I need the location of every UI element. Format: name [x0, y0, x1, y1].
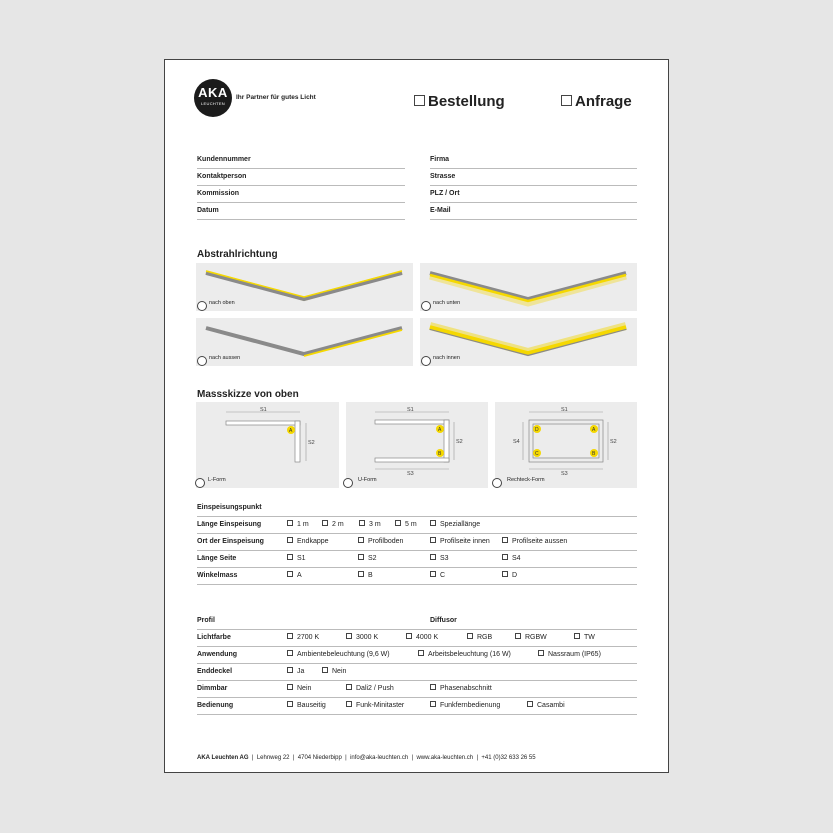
checkbox[interactable] [287, 537, 293, 543]
l-form-sketch [196, 402, 339, 488]
option-text: 4000 K [416, 634, 439, 641]
option-text: Nassraum (IP65) [548, 651, 601, 658]
option-label-up: nach oben [209, 300, 235, 306]
option-text: Nein [332, 668, 347, 675]
option-text: Ambientebeleuchtung (9,6 W) [297, 651, 390, 658]
field-zip-city[interactable] [430, 186, 637, 203]
checkbox[interactable] [346, 684, 352, 690]
row-anwendung [197, 647, 637, 664]
option-label-down: nach unten [433, 300, 461, 306]
diffusor-label: Diffusor [430, 617, 457, 624]
option-s4[interactable] [502, 551, 521, 567]
field-street[interactable] [430, 169, 637, 186]
row-laenge-seite [197, 551, 637, 568]
option-text: Arbeitsbeleuchtung (16 W) [428, 651, 511, 658]
field-label: Strasse [430, 173, 456, 180]
row-label: Länge Seite [197, 555, 237, 562]
einspeisung-title: Einspeisungspunkt [197, 504, 262, 511]
option-endkappe[interactable] [287, 534, 329, 550]
option-bauseitig[interactable] [287, 698, 326, 714]
checkbox[interactable] [346, 701, 352, 707]
row-label: Anwendung [197, 651, 238, 658]
option-s3[interactable] [430, 551, 449, 567]
checkbox[interactable] [322, 667, 328, 673]
option-a[interactable] [287, 568, 302, 584]
field-customer-number[interactable] [197, 152, 405, 169]
corner-a: A [438, 427, 442, 433]
radio-u-form[interactable] [343, 478, 353, 488]
tagline: Ihr Partner für gutes Licht [236, 94, 316, 101]
option-rgb[interactable] [467, 630, 492, 646]
field-email[interactable] [430, 203, 637, 220]
footer-address [197, 755, 536, 761]
field-label: PLZ / Ort [430, 190, 460, 197]
footer-email-link[interactable]: info@aka-leuchten.ch [350, 755, 409, 761]
option-text: 2 m [332, 521, 344, 528]
option-ambientebeleuchtung[interactable] [287, 647, 390, 663]
option-funkfernbedienung[interactable] [430, 698, 500, 714]
row-ort-einspeisung [197, 534, 637, 551]
dim-s4: S4 [513, 439, 520, 445]
option-dimm-nein[interactable] [287, 681, 311, 697]
aka-logo [194, 79, 232, 117]
rect-form-sketch [495, 402, 637, 488]
checkbox[interactable] [515, 633, 521, 639]
footer-separator: | [411, 755, 414, 761]
option-text: A [297, 572, 302, 579]
option-text: RGB [477, 634, 493, 641]
option-b[interactable] [358, 568, 373, 584]
option-text: C [440, 572, 446, 579]
option-rgbw[interactable] [515, 630, 547, 646]
checkbox[interactable] [358, 571, 364, 577]
section-title-mass: Massskizze von oben [197, 389, 299, 400]
row-lichtfarbe [197, 630, 637, 647]
checkbox[interactable] [574, 633, 580, 639]
field-label: E-Mail [430, 207, 451, 214]
option-tw[interactable] [574, 630, 595, 646]
order-option[interactable] [414, 93, 505, 111]
field-label: Firma [430, 156, 450, 163]
corner-a: A [592, 427, 596, 433]
dim-s1: S1 [561, 407, 568, 413]
footer-company: AKA Leuchten AG [197, 755, 249, 761]
request-checkbox[interactable] [561, 95, 572, 106]
row-label: Enddeckel [197, 668, 233, 675]
logo-subtext: LEUCHTEN [201, 101, 225, 106]
order-checkbox[interactable] [414, 95, 425, 106]
checkbox[interactable] [538, 650, 544, 656]
radio-rect-form[interactable] [492, 478, 502, 488]
row-label: Lichtfarbe [197, 634, 231, 641]
option-speziallaenge[interactable] [430, 517, 480, 533]
dim-s1: S1 [407, 407, 414, 413]
request-label: Anfrage [575, 93, 632, 110]
checkbox[interactable] [430, 684, 436, 690]
logo-wordmark: AKA [198, 85, 228, 100]
option-label-outside: nach aussen [209, 355, 241, 361]
option-funk-minitaster[interactable] [346, 698, 404, 714]
profil-label: Profil [197, 617, 215, 624]
option-text: Endkappe [297, 538, 329, 545]
dim-s2: S2 [308, 440, 315, 446]
row-winkelmass [197, 568, 637, 585]
dim-s2: S2 [456, 439, 463, 445]
row-laenge-einspeisung [197, 517, 637, 534]
corner-b: B [592, 451, 596, 457]
checkbox[interactable] [287, 633, 293, 639]
option-text: Speziallänge [440, 521, 481, 528]
option-text: S2 [368, 555, 377, 562]
request-option[interactable] [561, 93, 632, 111]
abstrahl-panel-down[interactable] [420, 263, 637, 311]
option-label-l-form: L-Form [208, 477, 226, 483]
checkbox[interactable] [502, 571, 508, 577]
option-text: B [368, 572, 373, 579]
option-d[interactable] [502, 568, 517, 584]
checkbox[interactable] [418, 650, 424, 656]
option-nassraum[interactable] [538, 647, 601, 663]
row-label: Dimmbar [197, 685, 228, 692]
dim-s1: S1 [260, 407, 267, 413]
checkbox[interactable] [358, 554, 364, 560]
option-c[interactable] [430, 568, 445, 584]
option-text: Nein [297, 685, 312, 692]
option-s2[interactable] [358, 551, 377, 567]
option-text: Ja [297, 668, 305, 675]
field-label: Kommission [197, 190, 240, 197]
dim-s2: S2 [610, 439, 617, 445]
option-2700k[interactable] [287, 630, 319, 646]
checkbox[interactable] [322, 520, 328, 526]
checkbox[interactable] [287, 520, 293, 526]
option-profilseite-innen[interactable] [430, 534, 490, 550]
field-label: Kontaktperson [197, 173, 247, 180]
row-dimmbar [197, 681, 637, 698]
checkbox[interactable] [430, 520, 436, 526]
section-title-abstrahl: Abstrahlrichtung [197, 249, 278, 260]
field-company[interactable] [430, 152, 637, 169]
option-profilboden[interactable] [358, 534, 403, 550]
option-text: Funk-Minitaster [356, 702, 405, 709]
footer-separator: | [476, 755, 479, 761]
option-text: Funkfernbedienung [440, 702, 501, 709]
footer-web-link[interactable]: www.aka-leuchten.ch [416, 755, 474, 761]
footer-separator: | [251, 755, 254, 761]
option-text: Phasenabschnitt [440, 685, 492, 692]
footer-phone: +41 (0)32 633 26 55 [481, 755, 536, 761]
option-dali2-push[interactable] [346, 681, 394, 697]
radio-inside[interactable] [421, 356, 431, 366]
option-3000k[interactable] [346, 630, 378, 646]
option-s1[interactable] [287, 551, 306, 567]
mass-panel-rect-form[interactable] [495, 402, 637, 488]
row-label: Bedienung [197, 702, 234, 709]
option-label-inside: nach innen [433, 355, 460, 361]
option-label-u-form: U-Form [358, 477, 377, 483]
field-date[interactable] [197, 203, 405, 220]
checkbox[interactable] [287, 667, 293, 673]
option-text: TW [584, 634, 595, 641]
option-text: Profilseite aussen [512, 538, 568, 545]
radio-down[interactable] [421, 301, 431, 311]
checkbox[interactable] [430, 554, 436, 560]
order-label: Bestellung [428, 93, 505, 110]
option-3m[interactable] [359, 517, 381, 533]
option-arbeitsbeleuchtung[interactable] [418, 647, 511, 663]
option-text: Bauseitig [297, 702, 326, 709]
checkbox[interactable] [358, 537, 364, 543]
row-label: Länge Einspeisung [197, 521, 262, 528]
u-form-sketch [346, 402, 488, 488]
option-ja[interactable] [287, 664, 304, 680]
footer-street: Lehnweg 22 [256, 755, 290, 761]
mass-panel-u-form[interactable] [346, 402, 488, 488]
option-text: Profilseite innen [440, 538, 490, 545]
checkbox[interactable] [502, 554, 508, 560]
dim-s3: S3 [561, 471, 568, 477]
corner-a: A [289, 428, 293, 434]
field-commission[interactable] [197, 186, 405, 203]
checkbox[interactable] [287, 684, 293, 690]
row-bedienung [197, 698, 637, 715]
field-label: Datum [197, 207, 219, 214]
order-form-sheet [164, 59, 669, 773]
checkbox[interactable] [430, 537, 436, 543]
checkbox[interactable] [287, 650, 293, 656]
option-text: 1 m [297, 521, 309, 528]
checkbox[interactable] [467, 633, 473, 639]
checkbox[interactable] [527, 701, 533, 707]
radio-outside[interactable] [197, 356, 207, 366]
corner-b: B [438, 451, 442, 457]
option-text: 3 m [369, 521, 381, 528]
abstrahl-panel-up[interactable] [196, 263, 413, 311]
dim-s3: S3 [407, 471, 414, 477]
option-text: Profilboden [368, 538, 404, 545]
option-profilseite-aussen[interactable] [502, 534, 567, 550]
corner-d: D [535, 427, 539, 433]
row-label: Winkelmass [197, 572, 238, 579]
option-label-rect-form: Rechteck-Form [507, 477, 545, 483]
option-text: S1 [297, 555, 306, 562]
option-4000k[interactable] [406, 630, 438, 646]
checkbox[interactable] [287, 554, 293, 560]
option-text: S4 [512, 555, 521, 562]
row-enddeckel [197, 664, 637, 681]
option-1m[interactable] [287, 517, 309, 533]
checkbox[interactable] [346, 633, 352, 639]
option-text: D [512, 572, 518, 579]
footer-separator: | [292, 755, 295, 761]
option-text: 2700 K [297, 634, 320, 641]
option-text: 3000 K [356, 634, 379, 641]
row-label: Ort der Einspeisung [197, 538, 264, 545]
checkbox[interactable] [430, 571, 436, 577]
field-contact-person[interactable] [197, 169, 405, 186]
option-text: Dali2 / Push [356, 685, 394, 692]
footer-separator: | [345, 755, 347, 761]
option-5m[interactable] [395, 517, 417, 533]
checkbox[interactable] [395, 520, 401, 526]
profil-header-row [197, 613, 637, 630]
einspeisung-header-row [197, 500, 637, 517]
radio-l-form[interactable] [195, 478, 205, 488]
option-nein[interactable] [322, 664, 346, 680]
checkbox[interactable] [287, 701, 293, 707]
abstrahl-panel-outside[interactable] [196, 318, 413, 366]
checkbox[interactable] [359, 520, 365, 526]
checkbox[interactable] [287, 571, 293, 577]
checkbox[interactable] [502, 537, 508, 543]
option-text: S3 [440, 555, 449, 562]
field-label: Kundennummer [197, 156, 251, 163]
option-casambi[interactable] [527, 698, 565, 714]
mass-panel-l-form[interactable] [196, 402, 339, 488]
option-text: Casambi [537, 702, 565, 709]
radio-up[interactable] [197, 301, 207, 311]
option-2m[interactable] [322, 517, 344, 533]
footer-city: 4704 Niederbipp [297, 755, 342, 761]
corner-c: C [535, 451, 539, 457]
abstrahl-panel-inside[interactable] [420, 318, 637, 366]
option-text: RGBW [525, 634, 547, 641]
option-text: 5 m [405, 521, 417, 528]
checkbox[interactable] [430, 701, 436, 707]
checkbox[interactable] [406, 633, 412, 639]
option-phasenabschnitt[interactable] [430, 681, 492, 697]
